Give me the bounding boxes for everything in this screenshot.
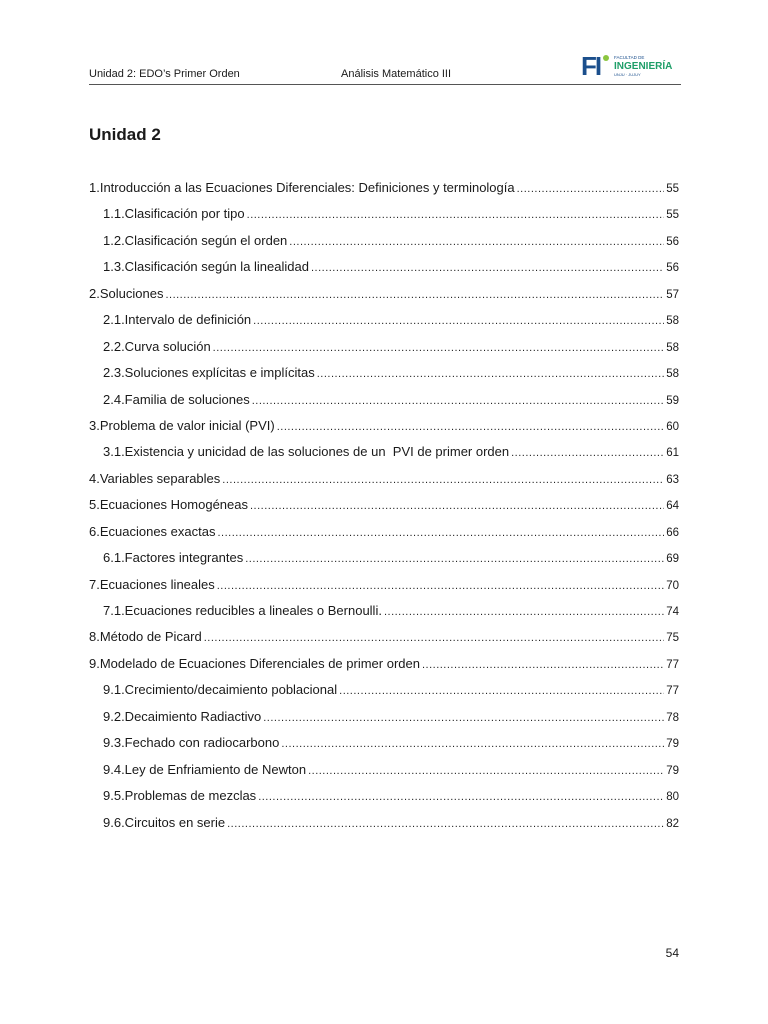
toc-entry-label: 9.Modelado de Ecuaciones Diferenciales de primer orden [89,655,420,671]
toc-dot-leader [422,652,664,678]
toc-dot-leader [250,493,664,519]
toc-entry-page: 69 [666,553,679,566]
toc-entry-label: 3.1.Existencia y unicidad de las soluciones de un PVI de primer orden [103,444,510,460]
toc-entry[interactable] [89,704,679,730]
unit-title: Unidad 2 [89,125,161,144]
faculty-logo [581,52,677,80]
toc-entry-page: 82 [666,817,679,830]
toc-dot-leader [217,573,664,599]
toc-entry[interactable] [89,466,679,492]
toc-entry[interactable] [89,572,679,598]
toc-dot-leader [308,758,664,784]
toc-entry-label: 6.1.Factores integrantes [103,550,244,566]
toc-entry-page: 58 [666,368,679,381]
toc-entry[interactable] [89,757,679,783]
toc-dot-leader [317,361,664,387]
toc-entry-page: 56 [666,235,679,248]
toc-dot-leader [213,335,665,361]
svg-text:UNJU · JUJUY: UNJU · JUJUY [614,72,641,77]
toc-entry-page: 79 [666,738,679,751]
toc-entry-page: 75 [666,632,679,645]
toc-entry[interactable] [89,651,679,677]
toc-entry[interactable] [89,201,679,227]
toc-entry[interactable] [89,387,679,413]
toc-entry-page: 74 [666,606,679,618]
header-course-title: Análisis Matemático III [341,68,452,80]
toc-entry-page: 70 [666,579,679,592]
toc-entry-label: 1.1.Clasificación por tipo [103,206,245,222]
toc-entry-page: 77 [666,685,679,698]
toc-entry[interactable] [89,677,679,703]
toc-entry-page: 61 [666,447,679,460]
toc-entry-label: 1.Introducción a las Ecuaciones Diferenciales: Definiciones y terminología [89,180,515,195]
toc-entry-label: 9.6.Circuitos en serie [103,814,226,830]
toc-entry-page: 63 [666,473,679,486]
toc-entry-label: 9.4.Ley de Enfriamiento de Newton [103,761,307,777]
toc-entry-page: 58 [666,341,679,354]
toc-entry-page: 79 [666,764,679,777]
toc-dot-leader [204,625,664,651]
toc-dot-leader [289,229,664,255]
toc-entry-page: 78 [666,711,679,724]
toc-entry[interactable] [89,175,679,201]
toc-entry-label: 2.3.Soluciones explícitas e implícitas [103,365,315,381]
toc-dot-leader [281,731,664,757]
toc-entry-page: 59 [666,394,679,407]
toc-entry-page: 64 [666,500,679,513]
toc-entry-label: 6.Ecuaciones exactas [89,523,216,539]
toc-entry[interactable] [89,810,679,836]
toc-dot-leader [517,176,665,202]
toc-entry-label: 3.Problema de valor inicial (PVI) [89,417,275,433]
toc-dot-leader [245,546,664,572]
toc-entry-label: 2.Soluciones [89,285,164,301]
toc-dot-leader [511,440,664,466]
toc-entry-label: 1.3.Clasificación según la linealidad [103,259,309,275]
toc-entry-page: 57 [666,288,679,301]
toc-entry-page: 58 [666,315,679,328]
header-unit-title: Unidad 2: EDO’s Primer Orden [89,68,240,80]
toc-entry[interactable] [89,307,679,333]
toc-entry[interactable] [89,598,679,624]
toc-entry-label: 4.Variables separables [89,470,221,486]
svg-text:FACULTAD DE: FACULTAD DE [614,55,645,60]
toc-entry-label: 8.Método de Picard [89,629,202,645]
toc-dot-leader [253,308,664,334]
toc-entry-label: 7.Ecuaciones lineales [89,576,215,592]
toc-dot-leader [263,705,664,731]
toc-entry[interactable] [89,783,679,809]
page-number: 54 [665,946,679,960]
toc-entry-page: 77 [666,658,679,671]
toc-entry-page: 60 [666,420,679,433]
toc-entry[interactable] [89,360,679,386]
toc-entry-page: 66 [666,526,679,539]
toc-dot-leader [339,678,664,704]
toc-dot-leader [311,255,664,281]
toc-entry[interactable] [89,439,679,465]
toc-dot-leader [277,414,665,440]
toc-entry-label: 5.Ecuaciones Homogéneas [89,497,248,513]
toc-entry-label: 7.1.Ecuaciones reducibles a lineales o Bernoulli. [103,603,382,618]
toc-dot-leader [247,202,665,228]
toc-entry[interactable] [89,519,679,545]
toc-dot-leader [227,811,664,837]
toc-dot-leader [252,388,665,414]
toc-entry[interactable] [89,334,679,360]
toc-entry[interactable] [89,413,679,439]
toc-entry[interactable] [89,254,679,280]
toc-entry[interactable] [89,492,679,518]
toc-entry-label: 9.1.Crecimiento/decaimiento poblacional [103,682,338,698]
toc-dot-leader [217,520,664,546]
toc-entry[interactable] [89,545,679,571]
toc-entry-page: 56 [666,262,679,275]
toc-entry-page: 80 [666,791,679,804]
svg-text:FI: FI [581,52,601,80]
page-header [89,48,681,85]
toc-entry-label: 1.2.Clasificación según el orden [103,232,288,248]
table-of-contents [89,175,679,836]
toc-entry[interactable] [89,624,679,650]
toc-entry[interactable] [89,730,679,756]
toc-entry[interactable] [89,281,679,307]
toc-dot-leader [222,467,664,493]
toc-entry-label: 9.2.Decaimiento Radiactivo [103,708,262,724]
toc-entry-label: 2.2.Curva solución [103,338,211,354]
toc-entry-page: 55 [666,209,679,222]
toc-dot-leader [384,599,664,625]
toc-entry-label: 9.3.Fechado con radiocarbono [103,735,280,751]
svg-text:INGENIERÍA: INGENIERÍA [614,61,673,72]
toc-entry-page: 55 [666,183,679,195]
toc-dot-leader [165,282,664,308]
toc-entry[interactable] [89,228,679,254]
toc-dot-leader [258,784,664,810]
toc-entry-label: 2.4.Familia de soluciones [103,391,250,407]
toc-entry-label: 9.5.Problemas de mezclas [103,788,257,804]
toc-entry-label: 2.1.Intervalo de definición [103,312,252,328]
